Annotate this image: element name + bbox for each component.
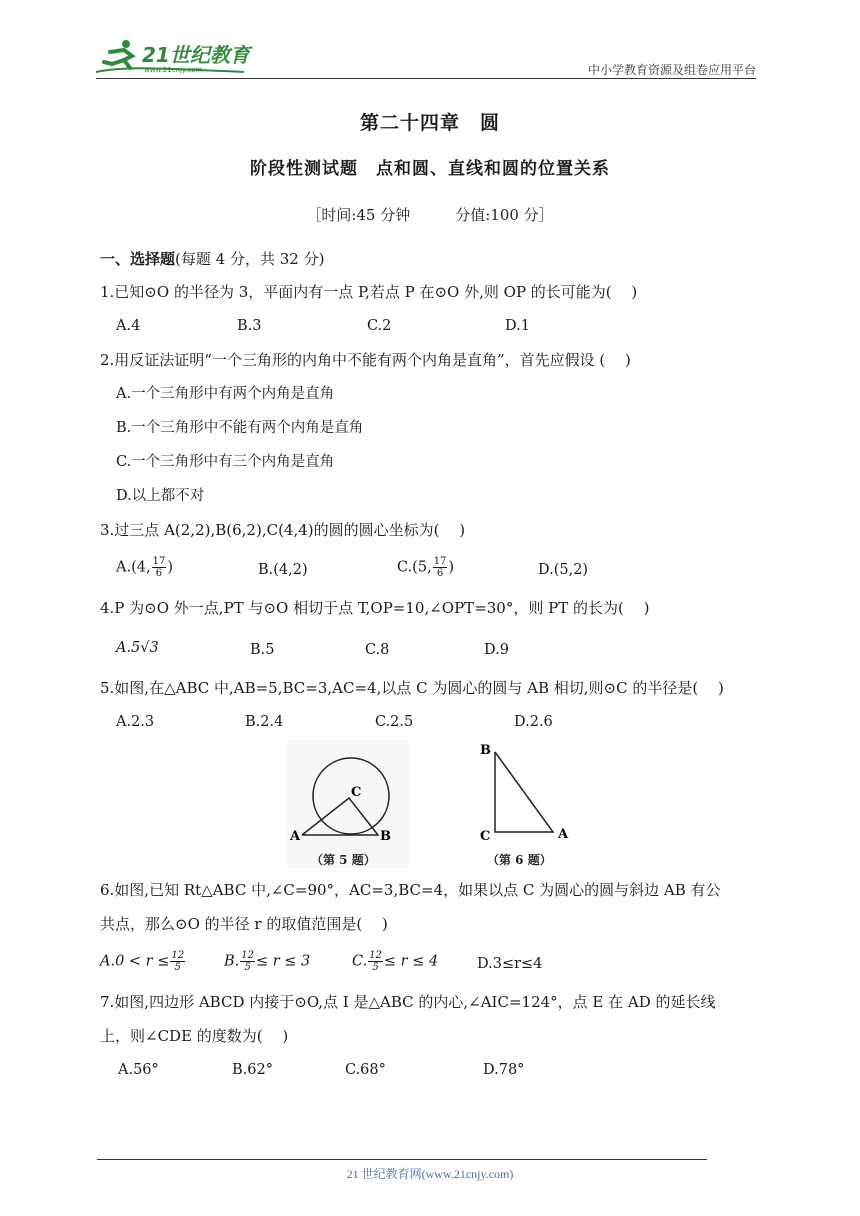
q1-option-a: A.4 — [116, 318, 141, 334]
fig6-label-a: A — [558, 827, 569, 842]
q2-option-c: C.一个三角形中有三个内角是直角 — [116, 454, 335, 470]
fig5-caption: （第 5 题） — [311, 853, 376, 867]
figure-6 — [480, 743, 569, 867]
q6-c-numerator: 12 — [369, 950, 382, 961]
section-heading — [100, 248, 324, 269]
q6-option-a — [100, 950, 186, 973]
header-divider — [96, 78, 756, 79]
figure-5 — [287, 740, 409, 868]
q4-option-a: A.5√3 — [116, 640, 159, 656]
logo-text: 21世纪教育 — [142, 43, 250, 67]
q3-c-denominator: 6 — [436, 568, 444, 579]
q3-option-b: B.(4,2) — [258, 562, 308, 578]
q3-a-suffix: ) — [167, 559, 173, 576]
test-subtitle: 阶段性测试题 点和圆、直线和圆的位置关系 — [250, 159, 610, 179]
q6-c-fraction — [368, 950, 383, 973]
logo-url: www.21cnjy.com — [144, 66, 203, 74]
q6-a-numerator: 12 — [171, 950, 185, 961]
footer-divider — [97, 1159, 707, 1160]
q6-c-suffix: ≤ r ≤ 4 — [383, 953, 439, 970]
question-7-stem-line1: 7.如图,四边形 ABCD 内接于⊙O,点 I 是△ABC 的内心,∠AIC=124°，点 E 在 AD 的延长线 — [100, 993, 716, 1011]
q5-option-a: A.2.3 — [116, 714, 155, 730]
fig5-label-a: A — [290, 829, 301, 844]
q3-option-c — [397, 556, 454, 579]
q3-c-numerator: 17 — [433, 556, 447, 567]
q3-option-d: D.(5,2) — [538, 562, 589, 578]
q2-option-a: A.一个三角形中有两个内角是直角 — [116, 386, 335, 402]
q6-c-denominator: 5 — [372, 962, 379, 973]
q5-option-d: D.2.6 — [514, 714, 553, 730]
q6-b-suffix: ≤ r ≤ 3 — [256, 953, 311, 970]
figures-panel — [285, 738, 585, 874]
runner-icon — [94, 38, 264, 78]
q6-a-denominator: 5 — [174, 962, 181, 973]
q3-a-numerator: 17 — [152, 556, 166, 567]
q6-b-denominator: 5 — [244, 962, 251, 973]
q5-option-c: C.2.5 — [375, 714, 414, 730]
q4-option-c: C.8 — [365, 642, 390, 658]
q7-option-d: D.78° — [483, 1062, 525, 1078]
question-2-stem: 2.用反证法证明“一个三角形的内角中不能有两个内角是直角”，首先应假设 ( ) — [100, 351, 631, 369]
section-note: (每题 4 分，共 32 分) — [175, 250, 325, 268]
q3-option-a — [116, 556, 173, 579]
q3-c-fraction — [433, 556, 448, 579]
fig6-label-b: B — [480, 743, 491, 758]
section-label: 一、选择题 — [100, 250, 176, 268]
platform-label: 中小学教育资源及组卷应用平台 — [587, 63, 756, 77]
q1-option-c: C.2 — [367, 318, 392, 334]
q7-option-b: B.62° — [232, 1062, 273, 1078]
q3-c-prefix: C.(5, — [397, 559, 432, 576]
q2-option-b: B.一个三角形中不能有两个内角是直角 — [116, 420, 364, 436]
q6-option-c — [352, 950, 438, 973]
fig6-label-c: C — [480, 829, 491, 844]
q2-option-d: D.以上都不对 — [116, 488, 205, 504]
q4-option-b: B.5 — [250, 642, 275, 658]
q6-b-prefix: B. — [224, 953, 240, 970]
time-score-info: ［时间:45 分钟 分值:100 分］ — [306, 206, 554, 224]
question-6-stem-line1: 6.如图,已知 Rt△ABC 中,∠C=90°，AC=3,BC=4，如果以点 C 为圆心的圆与斜边 AB 有公 — [100, 881, 721, 899]
q6-c-prefix: C. — [352, 953, 368, 970]
q4-option-d: D.9 — [484, 642, 509, 658]
question-1-stem: 1.已知⊙O 的半径为 3，平面内有一点 P,若点 P 在⊙O 外,则 OP 的长可能为( ) — [100, 283, 638, 301]
q1-option-d: D.1 — [505, 318, 530, 334]
question-5-stem: 5.如图,在△ABC 中,AB=5,BC=3,AC=4,以点 C 为圆心的圆与 AB 相切,则⊙C 的半径是( ) — [100, 679, 724, 697]
q7-option-c: C.68° — [345, 1062, 386, 1078]
q1-option-b: B.3 — [237, 318, 262, 334]
question-7-stem-line2: 上，则∠CDE 的度数为( ) — [100, 1027, 289, 1045]
q6-b-fraction — [240, 950, 255, 973]
q5-option-b: B.2.4 — [245, 714, 284, 730]
q3-c-suffix: ) — [448, 559, 455, 576]
fig6-triangle — [495, 752, 553, 832]
q6-option-d: D.3≤r≤4 — [477, 956, 543, 972]
q6-a-fraction — [170, 950, 185, 973]
q6-option-b — [224, 950, 310, 973]
q3-a-denominator: 6 — [155, 568, 163, 579]
footer-link[interactable]: 21 世纪教育网(www.21cnjy.com) — [346, 1167, 514, 1181]
question-4-stem: 4.P 为⊙O 外一点,PT 与⊙O 相切于点 T,OP=10,∠OPT=30°，则 PT 的长为( ) — [100, 599, 650, 617]
q6-b-numerator: 12 — [241, 950, 254, 961]
chapter-title: 第二十四章 圆 — [359, 112, 500, 134]
q3-a-prefix: A.(4, — [116, 559, 151, 576]
brand-logo — [94, 38, 264, 78]
fig5-label-c: C — [351, 785, 362, 800]
fig6-caption: （第 6 题） — [487, 853, 552, 867]
q7-option-a: A.56° — [118, 1062, 159, 1078]
fig5-background — [287, 740, 409, 868]
question-6-stem-line2: 共点，那么⊙O 的半径 r 的取值范围是( ) — [100, 915, 388, 933]
q6-a-text: A.0 < r ≤ — [100, 953, 170, 970]
question-3-stem: 3.过三点 A(2,2),B(6,2),C(4,4)的圆的圆心坐标为( ) — [100, 521, 466, 539]
q3-a-fraction — [152, 556, 167, 579]
fig5-label-b: B — [380, 829, 391, 844]
